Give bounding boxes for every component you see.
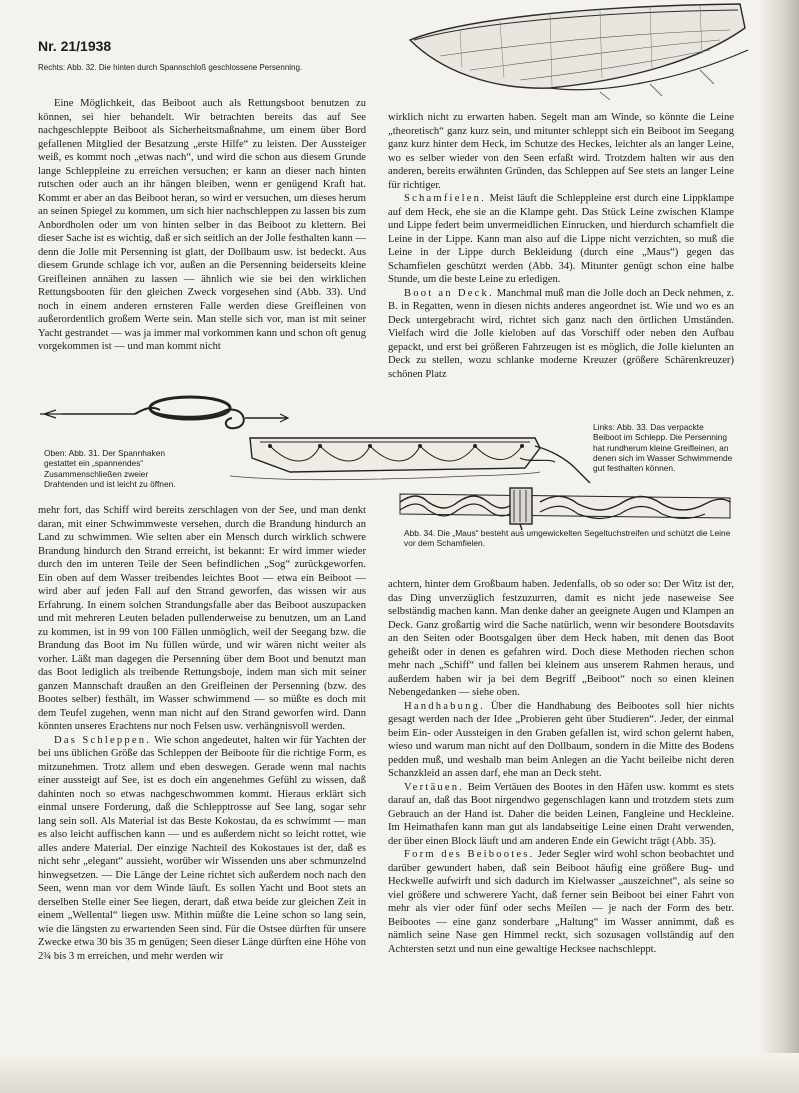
- page-bottom-shadow: [0, 1053, 799, 1093]
- paragraph: Form des Beibootes. Jeder Segler wird wohl schon beobachtet und darüber gewundert haben, daß sein Beiboot häufig eine größere Bug- und Heckwelle aufwirft und sich dadurch im Kielwasser „auszeichnet“, als seine so viel größere und schwerere Yacht, daß ferner sein Beiboot bei einer Fahrt von mehr als vier oder fünf oder sechs Meilen — je nach der Form des betr. Beibootes — eine ganz sonderbare „Haltung“ im Wasser annimmt, daß es nämlich seine Nase gen Himmel reckt, sich sozusagen vollständig auf den Achtersten setzt und nun eine gewaltige Hecksee nachschleppt.: [388, 849, 734, 955]
- section-heading: Handhabung.: [404, 700, 485, 712]
- rope-maus-illustration: [400, 480, 735, 530]
- paragraph: Vertäuen. Beim Vertäuen des Bootes in den Häfen usw. kommt es stets darauf an, daß das Boot nirgendwo gegenschlagen kann und trotzdem stets zum Gebrauch an der Hand ist. Daher die beiden Leinen, Fangleine und Heckleine. Im Heimathafen kann man gut als landabseitige Leine einen Draht verwenden, der über einen Block läuft und am anderen Ende ein Gewicht trägt (Abb. 35).: [388, 781, 734, 847]
- paragraph: wirklich nicht zu erwarten haben. Segelt man am Winde, so könnte die Leine „theoretisch“ ganz kurz sein, und mitunter schleppt sich ein Beiboot im Seegang ganz kurz hinter dem Heck, im Schutze des Heckes, leichter als an langer Leine, wo es selber wieder von den Seen erfaßt wird. Trotzdem halten wir aus den anderen, bereits erwähnten Gründen, das Schleppen auf See stets an langer Leine für richtiger.: [388, 112, 734, 191]
- caption-abb32: Rechts: Abb. 32. Die hinten durch Spannschloß geschlossene Persenning.: [38, 63, 303, 72]
- covered-boat-illustration: [400, 0, 760, 100]
- caption-abb34: Abb. 34. Die „Maus“ besteht aus umgewickelten Segeltuchstreifen und schützt die Leine vor dem Schamfielen.: [404, 528, 731, 549]
- paragraph: Das Schleppen. Wie schon angedeutet, halten wir für Yachten der bei uns üblichen Größe das Schleppen der Beiboote für die richtige Form, es mitzunehmen. Trotz allem und eben deswegen. Gerade wenn mal nachts einer aussteigt auf See, ist es doch ein angenehmes Gefühl zu wissen, daß dahinten noch so etwas nachgeschwommen kommt. Hieraus erklärt sich einmal unsere Forderung, daß die Schlepptrosse auf See lang, sogar sehr lang sein soll. Als Material ist das Beste Kokostau, da es schwimmt — man es also leicht auffischen kann — und es außerdem nicht so leicht rottet, wie alles andere Material. Der einzige Nachteil des Kokostaues ist der, daß es nicht sehr „elegant“ aussieht, worüber wir Wissenden uns aber schmunzelnd hinwegsetzen. — Die Länge der Leine richtet sich außerdem noch nach den Seen, wenn man vor dem Winde läuft. Es sollen Yacht und Boot stets an derselben Stelle einer See liegen, derart, daß etwa beide zur gleichen Zeit in einem „Wellental“ liegen usw. Mithin müßte die Leine schon so lang sein, wie die längsten zu erwartenden Seen sind. Für die Ostsee dürften für unsere Zwecke etwa 30 bis 35 m genügen; Seen dieser Länge dürften eine Höhe von 2¾ bis 3 m erreichen, und mehr werden wir: [38, 734, 367, 962]
- section-heading: Schamfielen.: [404, 193, 486, 204]
- section-heading: Boot an Deck.: [404, 287, 494, 299]
- paragraph: Boot an Deck. Manchmal muß man die Jolle doch an Deck nehmen, z. B. in Regatten, wenn in diesen nichts anderes angeordnet ist. Wie und wo es an Deck untergebracht wird, richtet sich ganz nach den örtlichen Umständen. Vielfach wird die Jolle kieloben auf das Vorschiff oder neben den Aufbau gepackt, und erst bei größeren Fahrzeugen ist es möglich, die Jolle kielunten an Deck zu stellen, wozu schlanke moderne Kreuzer (größere Schärenkreuzer) schönen Platz: [388, 287, 735, 380]
- column-2-bottom: [388, 578, 734, 956]
- caption-abb33: Links: Abb. 33. Das verpackte Beiboot im Schlepp. Die Persenning hat rundherum kleine Greifleinen, an denen sich im Wasser Schwimmende gut festhalten können.: [593, 422, 733, 473]
- section-heading: Form des Beibootes.: [404, 849, 535, 860]
- section-heading: Das Schleppen.: [54, 734, 152, 746]
- paragraph: Handhabung. Über die Handhabung des Beibootes soll hier nichts gesagt werden nach der Idee „Probieren geht über Studieren“. Jeder, der einmal beim Ein- oder Aussteigen in den Graben gefallen ist, wird schon gelernt haben, wieso und warum man nicht auf den Dollbaum, sondern in die Mitte des Bodens pedden muß, und weshalb man beim Anlegen an die Yacht beileibe nicht deren Schanzkleid an assen darf, ehe man an Deck steht.: [388, 700, 734, 779]
- paragraph: Eine Möglichkeit, das Beiboot auch als Rettungsboot benutzen zu können, sei hier behandelt. Wir betrachten bereits das auf See nachgeschleppte Beiboot als Sicherheitsmaßnahme, um einem über Bord gefallenen Mitglied der Besatzung „erste Hilfe“ zu leisten. Der Aussteiger weiß, es kommt noch „etwas nach“, und wird die schon aus diesem Grunde lange Schleppleine zu erreichen versuchen; er kann an dieser nach hinten rutschen oder auch an ihr hängen bleiben, wenn er genügend Kraft hat. Kommt er aber an das Beiboot heran, so wird er versuchen, um dieses herum an seinen Spiegel zu kommen, um sich hier nachschleppen zu lassen bis zum Anbordholen oder um von hinten selber in das Beiboot zu klettern. Bei dieser Sache ist es wichtig, daß er sich seitlich an der Jolle festhalten kann — denn die Jolle mit Persenning ist glatt, der Dollbaum usw. ist bedeckt. Aus diesem Grunde schlage ich vor, außen an die Persenning beiderseits kleine Greifleinen annähen zu lassen — ähnlich wie sie bei den wirklichen Rettungsbooten für den gleichen Zweck vorgesehen sind (Abb. 33). Und noch in einem anderen ernsteren Falle werden diese Greifleinen von außerordentlich großem Werte sein. Man stelle sich vor, man ist mit seiner Yacht gestrandet — was ja immer mal vorkommen kann und schon oft genug vorgekommen ist — und man kommt nicht: [38, 98, 367, 352]
- paragraph: mehr fort, das Schiff wird bereits zerschlagen von der See, und man denkt daran, mit einer Schwimmweste versehen, durch die Brandung hindurch an Land zu schwimmen. Wie selten aber ein Mensch durch wirklich schwere Brandung hindurch den Strand erreicht, ist bekannt: Er wird immer wieder durch den im unteren Teile der Seen befindlichen „Sog“ zurückgeworfen. Ein oben auf dem Wasser treibendes leichtes Boot — etwa ein Beiboot — wird aber auf jeden Fall auf den Strand geworfen, das wissen wir aus Erfahrung. In einem solchen Strandungsfalle aber das Beiboot auszupacken und mit mehreren Leuten beladen pullenderweise zu benutzen, um an Land zu kommen, ist in 99 von 100 Fällen unmöglich, weil der Seegang bzw. die Brandung das Boot im Nu füllen würde, und wir wären nicht weiter als vorher. Läßt man dagegen die Persenning über dem Boot und benutzt man das Boot lediglich als treibende Rettungsboje, indem man sich mit seiner ganzen Mannschaft draußen an den Greifleinen der Persenning (bzw. des Bootes selber) festhält, im Wasser schwimmend — so müßte es doch mit dem Teufel zugehen, wenn man nicht auf den Strand geworfen wird. Dann könnten unseres Erachtens nur noch Felsen usw. verhängnisvoll werden.: [38, 505, 366, 732]
- column-1-bottom: [38, 504, 366, 963]
- column-1-top: [38, 97, 366, 354]
- page-edge-shadow: [759, 0, 799, 1093]
- issue-number: Nr. 21/1938: [38, 38, 112, 54]
- paragraph: achtern, hinter dem Großbaum haben. Jedenfalls, ob so oder so: Der Witz ist der, das Ding unverzüglich festzuzurren, damit es nicht jede naseweise See selbständig machen kann. Man denke daher an geeignete Augen und Klampen an Deck. Ganz großartig wird die Sache natürlich, wenn wir besondere Bootsdavits an den Seiten oder Bootsgalgen über dem Heck haben, mit denen das Boot geheißt oder in denen es gefahren wird. Doch diese Methoden riechen schon mehr nach „Schiff“ und fallen bei kleinem aus unserem Rahmen heraus, und außerdem haben wir ja bei dem Begriff „Beiboot“ noch so einen kleinen Nebengedanken — siehe oben.: [388, 579, 734, 698]
- column-2-top: [388, 111, 734, 381]
- paragraph: Schamfielen. Meist läuft die Schleppleine erst durch eine Lippklampe auf dem Heck, ehe sie an die Klampe geht. Das Stück Leine zwischen Klampe und Lippe federt beim unvermeidlichen Einrucken, und hierdurch schamfielt die Leine in der Lippe. Kann man also auf die Lippe nicht verzichten, so muß die Leine in der Lippe durch Bekleidung (durch eine „Maus“) gegen das Schamfielen geschützt werden (Abb. 34). Mitunter genügt schon eine halbe Stunde, um die beste Leine zu erledigen.: [388, 193, 734, 285]
- section-heading: Vertäuen.: [404, 781, 465, 793]
- caption-abb31: Oben: Abb. 31. Der Spannhaken gestattet ein „spannendes“ Zusammenschließen zweier Drahtenden und ist leicht zu öffnen.: [44, 448, 176, 489]
